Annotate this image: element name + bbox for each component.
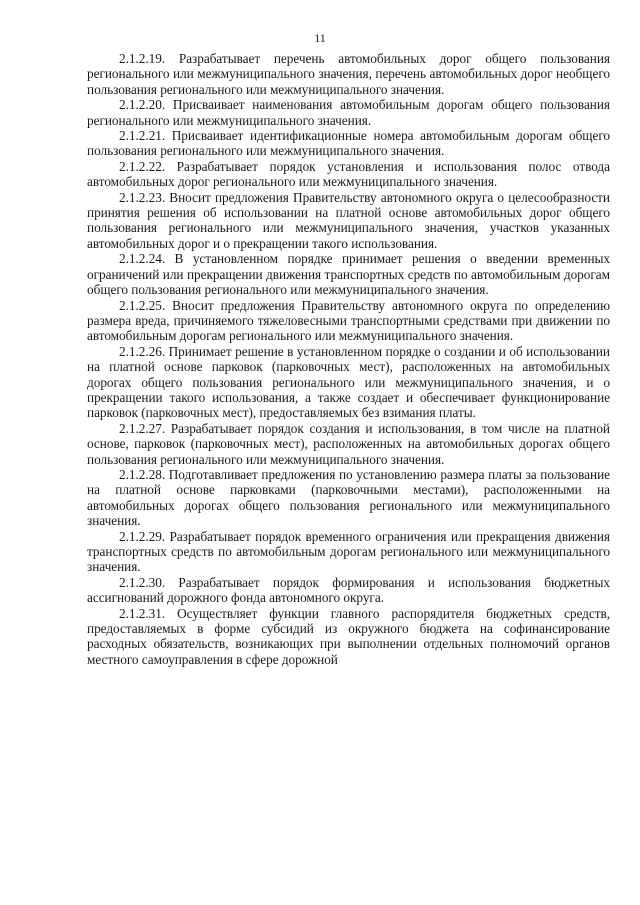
- paragraph-2-1-2-28: 2.1.2.28. Подготавливает предложения по установлению размера платы за пользование на платной основе парковками (парковочными местами), расположенными на автомобильных дорогах общего пользования регионального или межмуниципального значения.: [87, 466, 610, 529]
- paragraph-2-1-2-26: 2.1.2.26. Принимает решение в установленном порядке о создании и об использовании на платной основе парковок (парковочных мест), расположенных на автомобильных дорогах общего пользования регионального или межмуниципального значения, и о прекращении такого использования, а также создает и обеспечивает функционирование парковок (парковочных мест), предоставляемых без взимания платы.: [87, 343, 610, 421]
- paragraph-2-1-2-19: 2.1.2.19. Разрабатывает перечень автомобильных дорог общего пользования регионального или межмуниципального значения, перечень автомобильных дорог необщего пользования регионального или межмуниципального значения.: [87, 51, 610, 97]
- paragraph-2-1-2-24: 2.1.2.24. В установленном порядке принимает решения о введении временных ограничений или прекращении движения транспортных средств по автомобильным дорогам общего пользования регионального или межмуниципального значения.: [87, 251, 610, 298]
- page-number: 11: [314, 31, 326, 45]
- paragraph-2-1-2-31: 2.1.2.31. Осуществляет функции главного распорядителя бюджетных средств, предоставляемых в форме субсидий из окружного бюджета на софинансирование расходных обязательств, возникающих при выполнении отдельных полномочий органов местного самоуправления в сфере дорожной: [87, 605, 610, 667]
- paragraph-2-1-2-20: 2.1.2.20. Присваивает наименования автомобильным дорогам общего пользования регионального или межмуниципального значения.: [87, 97, 610, 128]
- paragraph-2-1-2-22: 2.1.2.22. Разрабатывает порядок установления и использования полос отвода автомобильных дорог регионального или межмуниципального значения.: [87, 158, 610, 190]
- paragraph-2-1-2-27: 2.1.2.27. Разрабатывает порядок создания и использования, в том числе на платной основе, парковок (парковочных мест), расположенных на автомобильных дорогах общего пользования регионального или межмуниципального значения.: [87, 420, 610, 467]
- paragraph-2-1-2-29: 2.1.2.29. Разрабатывает порядок временного ограничения или прекращения движения транспортных средств по автомобильным дорогам регионального или межмуниципального значения.: [87, 528, 610, 575]
- paragraph-2-1-2-23: 2.1.2.23. Вносит предложения Правительству автономного округа о целесообразности принятия решения об использовании на платной основе автомобильных дорог общего пользования регионального или межмуниципального значения, участков указанных автомобильных дорог и о прекращении такого использования.: [87, 189, 610, 251]
- paragraph-2-1-2-21: 2.1.2.21. Присваивает идентификационные номера автомобильным дорогам общего пользования регионального или межмуниципального значения.: [87, 128, 610, 159]
- paragraph-2-1-2-25: 2.1.2.25. Вносит предложения Правительству автономного округа по определению размера вреда, причиняемого тяжеловесными транспортными средствами при движении по автомобильным дорогам регионального или межмуниципального значения.: [87, 297, 610, 344]
- document-body: [87, 51, 610, 667]
- paragraph-2-1-2-30: 2.1.2.30. Разрабатывает порядок формирования и использования бюджетных ассигнований дорожного фонда автономного округа.: [87, 574, 610, 606]
